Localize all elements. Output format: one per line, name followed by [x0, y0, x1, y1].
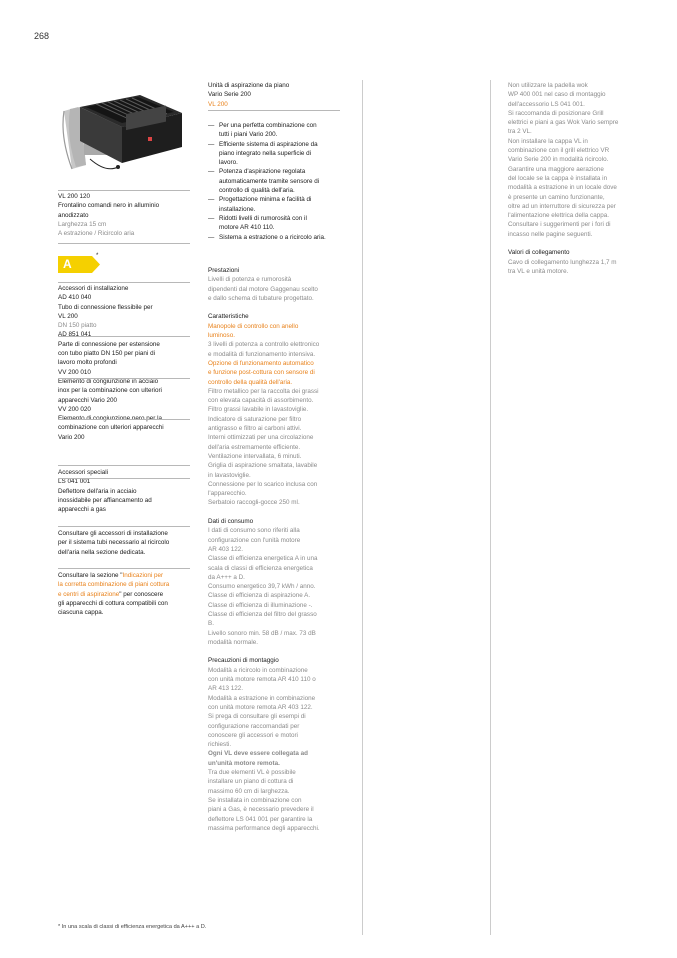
feature-line: e modalità di funzionamento intensiva.	[208, 350, 316, 358]
special-accessories	[58, 468, 192, 514]
consumo-line: configurazione con l'unità motore	[208, 536, 301, 544]
accessory-line: lavoro molto profondi	[58, 359, 117, 367]
feature-item: — Sistema a estrazione o a ricircolo aria.	[208, 233, 348, 242]
product-desc-1: Frontalino comandi nero in alluminio	[58, 202, 160, 210]
notes-column	[508, 81, 648, 276]
note-line: WP 400 001 nel caso di montaggio	[508, 91, 606, 99]
special-code: LS 041 001	[58, 478, 91, 486]
feature-line: Ventilazione intervallata, 6 minuti.	[208, 452, 302, 460]
details-column	[208, 266, 350, 833]
accessory-code: AD 851 041	[58, 331, 92, 339]
note-line: tra 2 VL.	[508, 128, 532, 136]
prestazioni-line: Livelli di potenza e rumorosità	[208, 276, 292, 284]
product-header	[208, 81, 342, 109]
product-info	[58, 192, 192, 238]
feature-item: — Potenza d'aspirazione regolata automaticamente tramite sensore di controllo di qualità dell'aria.	[208, 167, 348, 195]
precauzioni-line: con unità motore remota AR 403 122.	[208, 703, 313, 711]
precauzioni-line: AR 413 122.	[208, 685, 244, 693]
product-image	[56, 77, 188, 177]
consumo-line: scala di classi di efficienza energetica	[208, 564, 313, 572]
special-title: Accessori speciali	[58, 469, 109, 476]
feature-line: Filtro metallico per la raccolta dei grassi	[208, 387, 319, 395]
reference-link[interactable]: la corretta combinazione di piani cottura	[58, 581, 170, 589]
note-line: Non utilizzare la padella wok	[508, 82, 588, 89]
accessory-code: VV 200 010	[58, 368, 91, 376]
section-title: Vario Serie 200	[208, 91, 251, 99]
accessory-code: VV 200 020	[58, 405, 91, 413]
accessory-code: AD 410 040	[58, 294, 92, 302]
consult-note	[58, 529, 194, 557]
prestazioni-title: Prestazioni	[208, 267, 240, 274]
feature-highlight: controllo della qualità dell'aria.	[208, 378, 293, 386]
feature-item: — Ridotti livelli di rumorosità con il motore AR 410 110.	[208, 214, 348, 233]
consumo-line: Classe di efficienza di aspirazione A.	[208, 592, 311, 600]
accessory-line: Vario 200	[58, 433, 85, 441]
section-reference	[58, 571, 194, 617]
precauzioni-line: Tra due elementi VL è possibile	[208, 769, 296, 777]
feature-highlight: Opzione di funzionamento automatico	[208, 359, 314, 367]
note-line: elettrici e piani a gas Wok Vario sempre	[508, 119, 619, 127]
product-desc-2: anodizzato	[58, 211, 89, 219]
precauzioni-line: deflettore LS 041 001 per garantire la	[208, 815, 313, 823]
reference-link[interactable]: e centri di aspirazione	[58, 590, 120, 598]
note-line: del locale se la cappa è installata in	[508, 174, 608, 182]
accessory-line: inox per la combinazione con ulteriori	[58, 387, 162, 395]
feature-line: Filtro grassi lavabile in lavastoviglie.	[208, 406, 309, 414]
feature-item: — Progettazione minima e facilità di installazione.	[208, 195, 348, 214]
precauzioni-line: installare un piano di cottura di	[208, 778, 294, 786]
special-line: inossidabile per affiancamento ad	[58, 496, 152, 504]
precauzioni-line: configurazione raccomandati per	[208, 722, 300, 730]
precauzioni-line: con unità motore remota AR 410 110 o	[208, 676, 316, 684]
section-subtitle: VL 200	[208, 100, 228, 108]
precauzioni-line: massima performance degli apparecchi.	[208, 824, 320, 832]
special-line: apparecchi a gas	[58, 506, 106, 514]
valori-title: Valori di collegamento	[508, 249, 570, 257]
precauzioni-warning: un'unità motore remota.	[208, 759, 280, 767]
column-divider	[490, 80, 491, 935]
feature-line: Indicatore di saturazione per filtro	[208, 415, 302, 423]
page-number: 268	[34, 31, 50, 41]
accessories-title: Accessori di installazione	[58, 285, 129, 292]
consumo-line: AR 403 122.	[208, 545, 244, 553]
precauzioni-line: conoscere gli accessori e motori	[208, 731, 298, 739]
feature-line: Connessione per lo scarico inclusa con	[208, 480, 318, 488]
accessory-line: VL 200	[58, 312, 78, 320]
feature-item: — Efficiente sistema di aspirazione da piano integrato nella superficie di lavoro.	[208, 140, 348, 168]
reference-text: gli apparecchi di cottura compatibili con	[58, 599, 168, 607]
precauzioni-line: Se installata in combinazione con	[208, 796, 302, 804]
feature-line: l'apparecchio.	[208, 490, 247, 498]
feature-line: in lavastoviglie.	[208, 471, 251, 479]
precauzioni-line: massimo 60 cm di larghezza.	[208, 787, 290, 795]
precauzioni-line: Modalità a estrazione in combinazione	[208, 694, 316, 702]
feature-list	[208, 121, 348, 242]
feature-highlight: e funzione post-cottura con sensore di	[208, 369, 315, 377]
reference-text: Consultare la sezione "	[58, 572, 123, 579]
precauzioni-line: piani a Gas, è necessario prevedere il	[208, 806, 314, 814]
column-divider	[362, 80, 363, 935]
energy-class-badge	[58, 256, 100, 273]
note-line: Consultare i suggerimenti per i fori di	[508, 221, 611, 229]
note-line: Si raccomanda di posizionare Grill	[508, 109, 604, 117]
note-line: è presente un camino funzionante,	[508, 193, 605, 201]
caratteristiche-title: Caratteristiche	[208, 313, 249, 321]
reference-text: " per conoscere	[119, 590, 164, 598]
reference-link[interactable]: Indicazioni per	[122, 572, 164, 579]
consumo-line: Classe di efficienza di illuminazione -.	[208, 601, 313, 609]
feature-line: dell'aria estremamente efficiente.	[208, 443, 301, 451]
energy-footnote-star: *	[96, 253, 99, 259]
note-line: combinazione con il grill elettrico VR	[508, 147, 610, 155]
consumo-line: Livello sonoro min. 58 dB / max. 73 dB	[208, 629, 316, 637]
note-line: incasso nelle pagine seguenti.	[508, 230, 593, 238]
feature-line: con elevata capacità di assorbimento.	[208, 397, 314, 405]
precauzioni-title: Precauzioni di montaggio	[208, 657, 279, 665]
note-line: Garantire una maggiore aerazione	[508, 165, 604, 173]
note-line: dell'accessorio LS 041 001.	[508, 100, 585, 108]
valori-line: tra VL e unità motore.	[508, 267, 569, 275]
note-line: Vario Serie 200 in modalità ricircolo.	[508, 156, 609, 164]
feature-line: Interni ottimizzati per una circolazione	[208, 434, 314, 442]
valori-line: Cavo di collegamento lunghezza 1,7 m	[508, 258, 617, 266]
prestazioni-line: dipendenti dal motore Gaggenau scelto	[208, 285, 318, 293]
precauzioni-warning: Ogni VL deve essere collegata ad	[208, 750, 308, 758]
product-code: VL 200 120	[58, 193, 90, 200]
product-mode: A estrazione / Ricircolo aria	[58, 230, 135, 238]
note-line: oltre ad un interruttore di sicurezza per	[508, 202, 616, 210]
precauzioni-line: richiesti.	[208, 741, 232, 749]
consumo-line: Classe di efficienza del filtro del grasso	[208, 610, 317, 618]
consult-line: dell'aria nella sezione dedicata.	[58, 548, 146, 556]
accessory-line: Elemento di congiunzione in acciaio	[58, 377, 159, 385]
consumo-line: B.	[208, 620, 214, 628]
note-line: Non installare la cappa VL in	[508, 137, 588, 145]
feature-line: 3 livelli di potenza a controllo elettronico	[208, 341, 320, 349]
accessory-line: apparecchi Vario 200	[58, 396, 118, 404]
consult-line: per il sistema tubi necessario al ricircolo	[58, 539, 170, 547]
accessory-line: Parte di connessione per estensione	[58, 340, 160, 348]
consumo-line: da A+++ a D.	[208, 573, 245, 581]
consumo-line: Consumo energetico 39,7 kWh / anno.	[208, 583, 316, 591]
note-line: l'alimentazione elettrica della cappa.	[508, 212, 609, 220]
prestazioni-line: e dallo schema di tubature progettato.	[208, 294, 314, 302]
consumo-line: modalità normale.	[208, 638, 259, 646]
special-line: Deflettore dell'aria in acciaio	[58, 487, 137, 495]
consumo-line: Classe di efficienza energetica A in una	[208, 555, 318, 563]
feature-highlight: luminoso.	[208, 332, 235, 340]
accessory-note: DN 150 piatto	[58, 322, 97, 330]
product-width: Larghezza 15 cm	[58, 220, 107, 228]
accessory-line: Tubo di connessione flessibile per	[58, 303, 153, 311]
feature-line: Serbatoio raccogli-gocce 250 ml.	[208, 499, 300, 507]
footnote: * In una scala di classi di efficienza energetica da A+++ a D.	[58, 924, 207, 930]
accessory-line: Elemento di congiunzione nero per la	[58, 415, 162, 423]
precauzioni-line: Si prega di consultare gli esempi di	[208, 713, 306, 721]
reference-text: ciascuna cappa.	[58, 609, 104, 617]
consumo-title: Dati di consumo	[208, 518, 254, 526]
consult-line: Consultare gli accessori di installazione	[58, 530, 168, 537]
feature-item: — Per una perfetta combinazione con tutti i piani Vario 200.	[208, 121, 348, 140]
energy-class-label: A	[63, 257, 72, 271]
feature-highlight: Manopole di controllo con anello	[208, 322, 299, 330]
accessory-line: con tubo piatto DN 150 per piani di	[58, 350, 155, 358]
note-line: modalità a estrazione in un locale dove	[508, 184, 617, 192]
cooktop-vent-illustration	[56, 77, 188, 177]
accessory-line: combinazione con ulteriori apparecchi	[58, 424, 164, 432]
precauzioni-line: Modalità a ricircolo in combinazione	[208, 666, 308, 674]
feature-line: Griglia di aspirazione smaltata, lavabile	[208, 462, 318, 470]
consumo-line: I dati di consumo sono riferiti alla	[208, 527, 300, 535]
section-title: Unità di aspirazione da piano	[208, 82, 290, 89]
feature-line: antigrasso e filtro ai carboni attivi.	[208, 425, 302, 433]
